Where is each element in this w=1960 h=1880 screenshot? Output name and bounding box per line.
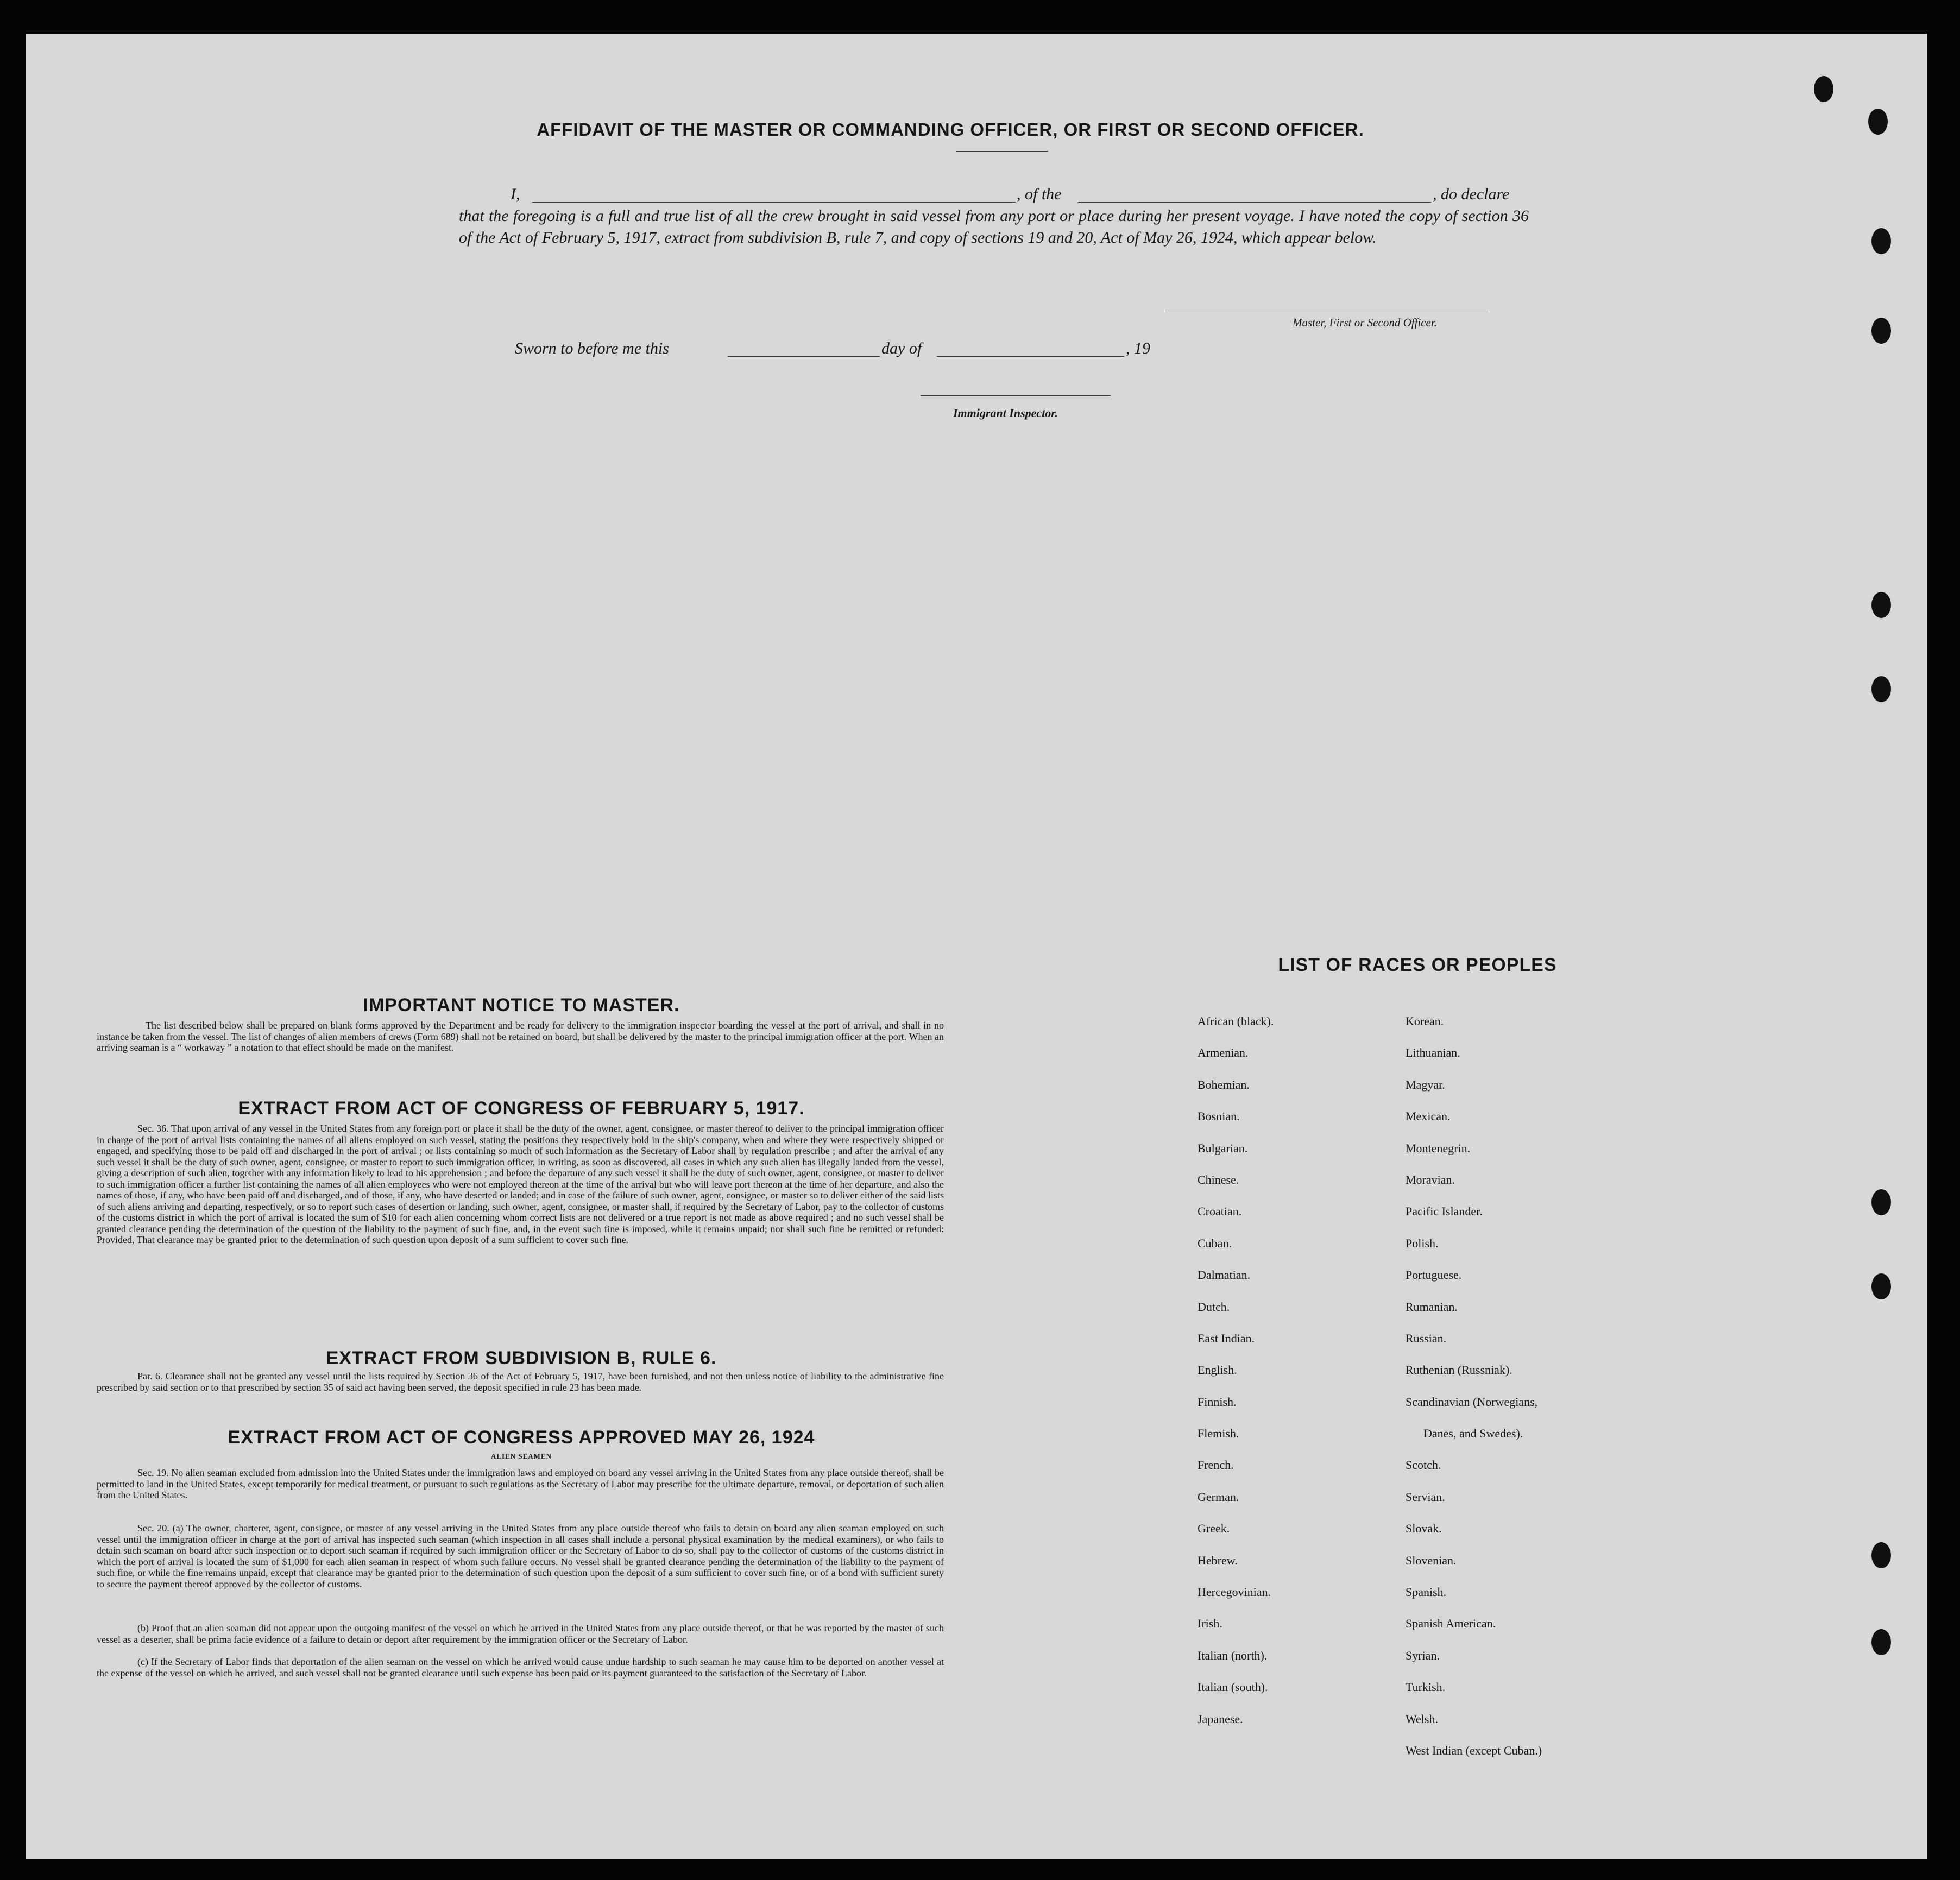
race-entry: Lithuanian. — [1406, 1046, 1460, 1060]
race-entry: Syrian. — [1406, 1648, 1440, 1662]
races-title: LIST OF RACES OR PEOPLES — [1278, 955, 1557, 975]
race-entry: Turkish. — [1406, 1680, 1446, 1694]
race-entry: Rumanian. — [1406, 1299, 1458, 1314]
race-entry: West Indian (except Cuban.) — [1406, 1743, 1542, 1757]
extract-1917-text: Sec. 36. That upon arrival of any vessel in the United States from any foreign port or place it shall be the duty of the owner, agent, consignee, or master thereof to deliver to the principal immigration officer in charge of the port of arrival lists containing the names of all aliens employed on such vessel, stating the positions they respectively hold in the ship's company, when and where they were respectively shipped or engaged, and specifying those to be paid off and discharged in the port of arrival ; or lists containing so much of such information as the Secretary of Labor shall by regulation prescribe ; and after the arrival of any such vessel it shall be the duty of such owner, agent, consignee, or master to report to such immigration officer, in writing, as soon as discovered, all cases in which any such alien has illegally landed from the vessel, giving a description of such alien, together with any information likely to lead to his apprehension ; and before the departure of any such vessel it shall be the duty of such owner, agent, consignee, or master to deliver to such immigration officer a further list containing the names of all alien employees who were not employed thereon at the time of the arrival but who will leave port thereon at the time of her departure, and also the names of those, if any, who have been paid off and discharged, and of those, if any, who have deserted or landed; and in case of the failure of such owner, agent, consignee, or master so to deliver either of the said lists of such aliens arriving and departing, respectively, or so to report such cases of desertion or landing, such owner, agent, consignee, or master shall, if required by the Secretary of Labor, pay to the collector of customs of the customs district in which the port of arrival is located the sum of $10 for each alien concerning whom correct lists are not delivered or a true report is not made as above required ; and no such vessel shall be granted clearance pending the determination of the question of the liability to the payment of such fine, and, in the event such fine is imposed, while it remains unpaid; nor shall such fine be remitted or refunded: Provided, That clearance may be granted prior to the determination of such question upon deposit of a sum sufficient to cover such fine. — [97, 1123, 944, 1245]
sec20c-text: (c) If the Secretary of Labor finds that deportation of the alien seaman on the vessel on which he arrived would cause undue hardship to such seaman he may cause him to be deported on another vessel at the expense of the vessel on which he arrived, and such vessel shall not be granted clearance until such expense has been paid or its payment guaranteed to the satisfaction of the Secretary of Labor. — [97, 1656, 944, 1679]
race-entry: Mexican. — [1406, 1109, 1451, 1124]
declaration-i: I, — [511, 185, 520, 203]
vessel-line — [1078, 202, 1431, 203]
race-entry: Scotch. — [1406, 1458, 1441, 1472]
race-entry: Moravian. — [1406, 1172, 1455, 1187]
race-entry: Cuban. — [1198, 1236, 1232, 1250]
race-entry: Bosnian. — [1198, 1109, 1240, 1124]
binder-hole — [1871, 592, 1891, 618]
race-entry: French. — [1198, 1458, 1234, 1472]
race-entry: Servian. — [1406, 1490, 1445, 1504]
race-entry: Polish. — [1406, 1236, 1439, 1250]
declaration-end: , do declare — [1433, 185, 1510, 203]
race-entry: Ruthenian (Russniak). — [1406, 1363, 1512, 1377]
affidavit-title: AFFIDAVIT OF THE MASTER OR COMMANDING OFFICER, OR FIRST OR SECOND OFFICER. — [537, 119, 1364, 140]
race-entry: Greek. — [1198, 1522, 1230, 1536]
race-entry: Portuguese. — [1406, 1268, 1462, 1282]
binder-hole — [1868, 109, 1888, 135]
race-entry: Chinese. — [1198, 1172, 1239, 1187]
sworn-month-line — [937, 356, 1124, 357]
race-entry: Montenegrin. — [1406, 1141, 1471, 1155]
race-entry: Italian (south). — [1198, 1680, 1268, 1694]
notice-title: IMPORTANT NOTICE TO MASTER. — [363, 995, 680, 1015]
subdivision-b-text: Par. 6. Clearance shall not be granted any vessel until the lists required by Section 36 of the Act of February 5, 1917, have been furnished, and not then unless notice of liability to the administrative fine prescribed by said section or to that prescribed by section 35 of said act having been served, the deposit specified in rule 23 has been made. — [97, 1371, 944, 1393]
race-entry: Danes, and Swedes). — [1406, 1427, 1523, 1441]
race-entry: Hebrew. — [1198, 1553, 1238, 1567]
race-entry: Korean. — [1406, 1014, 1444, 1028]
race-entry: Hercegovinian. — [1198, 1585, 1271, 1599]
races-column-1 — [1198, 1006, 1415, 1735]
race-entry: Finnish. — [1198, 1395, 1237, 1409]
race-entry: Spanish. — [1406, 1585, 1447, 1599]
binder-hole — [1871, 1629, 1891, 1655]
master-signature-label: Master, First or Second Officer. — [1293, 316, 1437, 329]
race-entry: Welsh. — [1406, 1712, 1438, 1726]
binder-hole — [1871, 1542, 1891, 1568]
race-entry: Croatian. — [1198, 1204, 1242, 1219]
race-entry: Italian (north). — [1198, 1648, 1268, 1662]
sworn-day-of: day of — [881, 339, 922, 357]
race-entry: Slovak. — [1406, 1522, 1442, 1536]
alien-seamen-subtitle: ALIEN SEAMEN — [490, 1452, 552, 1460]
race-entry: Japanese. — [1198, 1712, 1243, 1726]
race-entry: African (black). — [1198, 1014, 1274, 1028]
race-entry: German. — [1198, 1490, 1239, 1504]
binder-hole — [1871, 318, 1891, 344]
sec20b-text: (b) Proof that an alien seaman did not appear upon the outgoing manifest of the vessel on which he arrived in the United States from any place outside thereof, or that he was reported by the master of such vessel as a deserter, shall be prima facie evidence of a failure to detain or deport after requirement by the immigration officer or the Secretary of Labor. — [97, 1623, 944, 1645]
race-entry: Russian. — [1406, 1331, 1447, 1345]
race-entry: Dalmatian. — [1198, 1268, 1251, 1282]
race-entry: Dutch. — [1198, 1299, 1230, 1314]
binder-hole — [1871, 228, 1891, 254]
notice-text: The list described below shall be prepared on blank forms approved by the Department and be ready for delivery to the immigration inspector boarding the vessel at the port of arrival, and shall in no instance be taken from the vessel. The list of changes of alien members of crews (Form 689) shall not be retained on board, but shall be delivered by the master to the principal immigration officer at the port. When an arriving seaman is a “ workaway ” a notation to that effect should be made on the manifest. — [97, 1020, 944, 1053]
sworn-year: , 19 — [1126, 339, 1150, 357]
sworn-day-line — [728, 356, 880, 357]
race-entry: Flemish. — [1198, 1427, 1239, 1441]
binder-hole — [1871, 676, 1891, 702]
name-line — [532, 202, 1016, 203]
races-column-2 — [1406, 1006, 1688, 1767]
sec19-text: Sec. 19. No alien seaman excluded from admission into the United States under the immigration laws and employed on board any vessel arriving in the United States from any place outside thereof, shall be permitted to land in the United States, except temporarily for medical treatment, or pursuant to such regulations as the Secretary of Labor may prescribe for the ultimate departure, removal, or deportation of such alien from the United States. — [97, 1467, 944, 1500]
inspector-signature-line — [921, 395, 1111, 396]
race-entry: Bulgarian. — [1198, 1141, 1248, 1155]
race-entry: Pacific Islander. — [1406, 1204, 1483, 1219]
race-entry: Spanish American. — [1406, 1617, 1496, 1631]
inspector-label: Immigrant Inspector. — [953, 406, 1058, 420]
sworn-prefix: Sworn to before me this — [515, 339, 669, 357]
binder-hole — [1814, 76, 1833, 102]
sec20a-text: Sec. 20. (a) The owner, charterer, agent, consignee, or master of any vessel arriving in the United States from any place outside thereof who fails to detain on board any alien seaman employed on such vessel until the immigration officer in charge at the port of arrival has inspected such seaman (which inspection in all cases shall include a personal physical examination by the medical examiners), or who fails to detain such seaman on board after such inspection or to deport such seaman if required by such immigration officer or the Secretary of Labor to do so, shall pay to the collector of customs of the customs district in which the port of arrival is located the sum of $1,000 for each alien seaman in respect of whom such failure occurs. No vessel shall be granted clearance pending the determination of the liability to the payment of such fine, or while the fine remains unpaid, except that clearance may be granted prior to the determination of such question upon the deposit of a sum sufficient to cover such fine, or of a bond with sufficient surety to secure the payment thereof approved by the collector of customs. — [97, 1523, 944, 1589]
divider — [956, 151, 1048, 152]
extract-1917-title: EXTRACT FROM ACT OF CONGRESS OF FEBRUARY 5, 1917. — [238, 1098, 805, 1119]
binder-hole — [1871, 1189, 1891, 1215]
race-entry: Scandinavian (Norwegians, — [1406, 1395, 1538, 1409]
race-entry: Irish. — [1198, 1617, 1222, 1631]
race-entry: English. — [1198, 1363, 1237, 1377]
race-entry: Slovenian. — [1406, 1553, 1457, 1567]
binder-hole — [1871, 1273, 1891, 1299]
race-entry: Armenian. — [1198, 1046, 1249, 1060]
subdivision-b-title: EXTRACT FROM SUBDIVISION B, RULE 6. — [326, 1348, 717, 1368]
extract-1924-title: EXTRACT FROM ACT OF CONGRESS APPROVED MAY 26, 1924 — [228, 1427, 815, 1448]
race-entry: Magyar. — [1406, 1077, 1445, 1092]
declaration-of-the: , of the — [1017, 185, 1062, 203]
race-entry: Bohemian. — [1198, 1077, 1250, 1092]
race-entry: East Indian. — [1198, 1331, 1255, 1345]
affidavit-statement: that the foregoing is a full and true list of all the crew brought in said vessel from any port or place during her present voyage. I have noted the copy of section 36 of the Act of February 5, 1917, extract from subdivision B, rule 7, and copy of sections 19 and 20, Act of May 26, 1924, which appear below. — [459, 207, 1529, 247]
